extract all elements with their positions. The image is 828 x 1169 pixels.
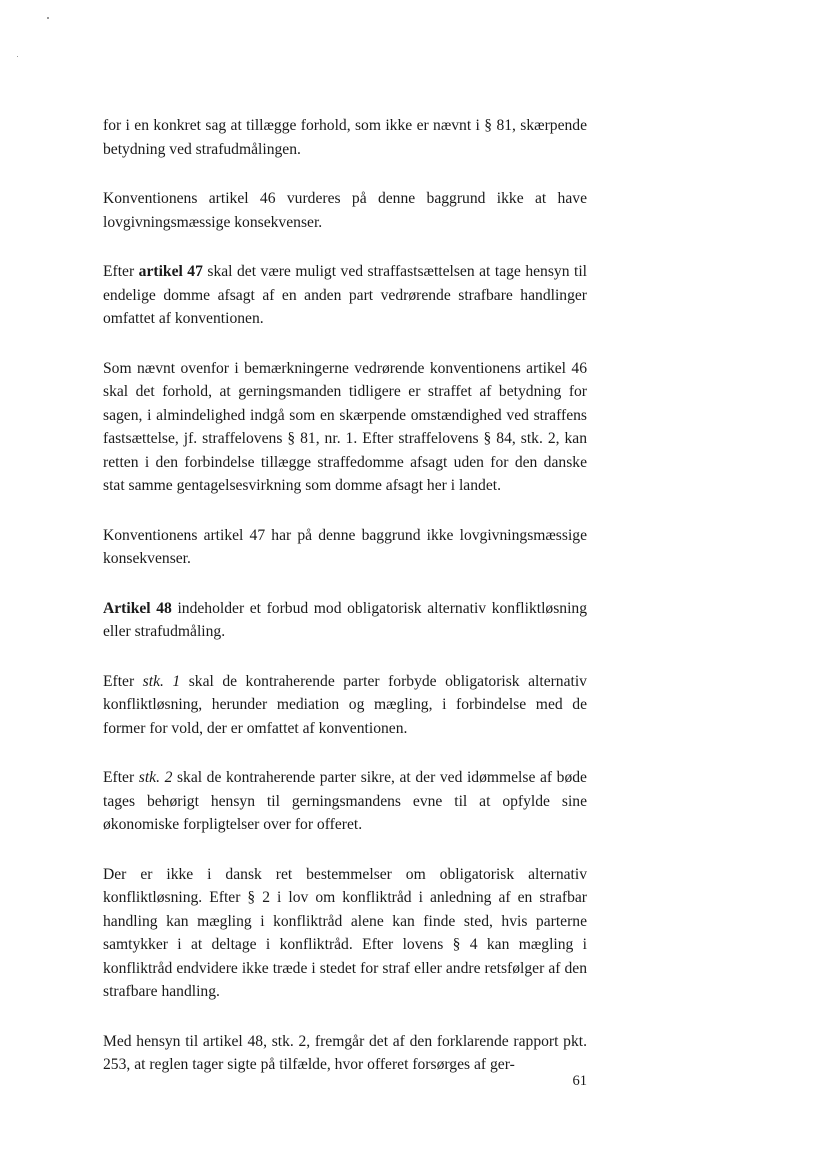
paragraph [103,1030,587,1077]
paragraph [103,260,587,331]
page-number: 61 [572,1073,587,1089]
text-segment: skal de kontraherende parter forbyde obligatorisk alternativ konfliktløsning, herunder mediation og mægling, i forbindelse med de former for vold, der er omfattet af konventionen. [103,672,587,737]
bold-article-reference: artikel 47 [138,263,203,280]
text-segment: Konventionens artikel 46 vurderes på denne baggrund ikke at have lovgivningsmæssige konsekvenser. [103,190,587,231]
italic-paragraph-reference: stk. 2 [138,769,173,786]
text-segment: Som nævnt ovenfor i bemærkningerne vedrørende konventionens artikel 46 skal det forhold, at gerningsmanden tidligere er straffet af betydning for sagen, i almindelighed indgå som en skærpende omstændighed ved straffens fastsættelse, jf. straffelovens § 81, nr. 1. Efter straffelovens § 84, stk. 2, kan retten i den forbindelse tillægge straffedomme afsagt uden for den danske stat samme gentagelsesvirkning som domme afsagt her i landet. [103,359,587,494]
text-segment: skal de kontraherende parter sikre, at der ved idømmelse af bøde tages behørigt hensyn til gerningsmandens evne til at opfylde sine økonomiske forpligtelser over for offeret. [103,769,587,833]
scan-speck [47,17,49,19]
paragraph [103,114,587,161]
paragraph [103,670,587,741]
text-segment: for i en konkret sag at tillægge forhold, som ikke er nævnt i § 81, skærpende betydning ved strafudmålingen. [103,117,587,158]
text-segment: Konventionens artikel 47 har på denne baggrund ikke lovgivningsmæssige konsekvenser. [103,526,587,567]
text-segment: Med hensyn til artikel 48, stk. 2, fremgår det af den forklarende rapport pkt. 253, at reglen tager sigte på tilfælde, hvor offeret forsørges af ger- [103,1032,587,1073]
bold-article-reference: Artikel 48 [103,599,172,617]
scan-speck [17,56,18,57]
text-segment: skal det være muligt ved straffastsættelsen at tage hensyn til endelige domme afsagt af en anden part vedrørende strafbare handlinger omfattet af konventionen. [103,263,587,327]
text-segment: Der er ikke i dansk ret bestemmelser om obligatorisk alternativ konfliktløsning. Efter § 2 i lov om konfliktråd i anledning af en strafbar handling kan mægling i konfliktråd alene kan finde sted, hvis parterne samtykker i at deltage i konfliktråd. Efter lovens § 4 kan mægling i konfliktråd endvidere ikke træde i stedet for straf eller andre retsfølger af den strafbare handling. [103,865,587,1000]
paragraph [103,766,587,837]
paragraph [103,863,587,1004]
text-segment: Efter [103,672,143,690]
body-text [103,114,587,1103]
text-segment: Efter [103,769,139,786]
text-segment: indeholder et forbud mod obligatorisk alternativ konfliktløsning eller strafudmåling. [103,599,587,640]
paragraph [103,187,587,234]
paragraph [103,357,587,498]
paragraph [103,597,587,644]
italic-paragraph-reference: stk. 1 [142,672,181,690]
paragraph [103,524,587,571]
text-segment: Efter [103,263,139,280]
